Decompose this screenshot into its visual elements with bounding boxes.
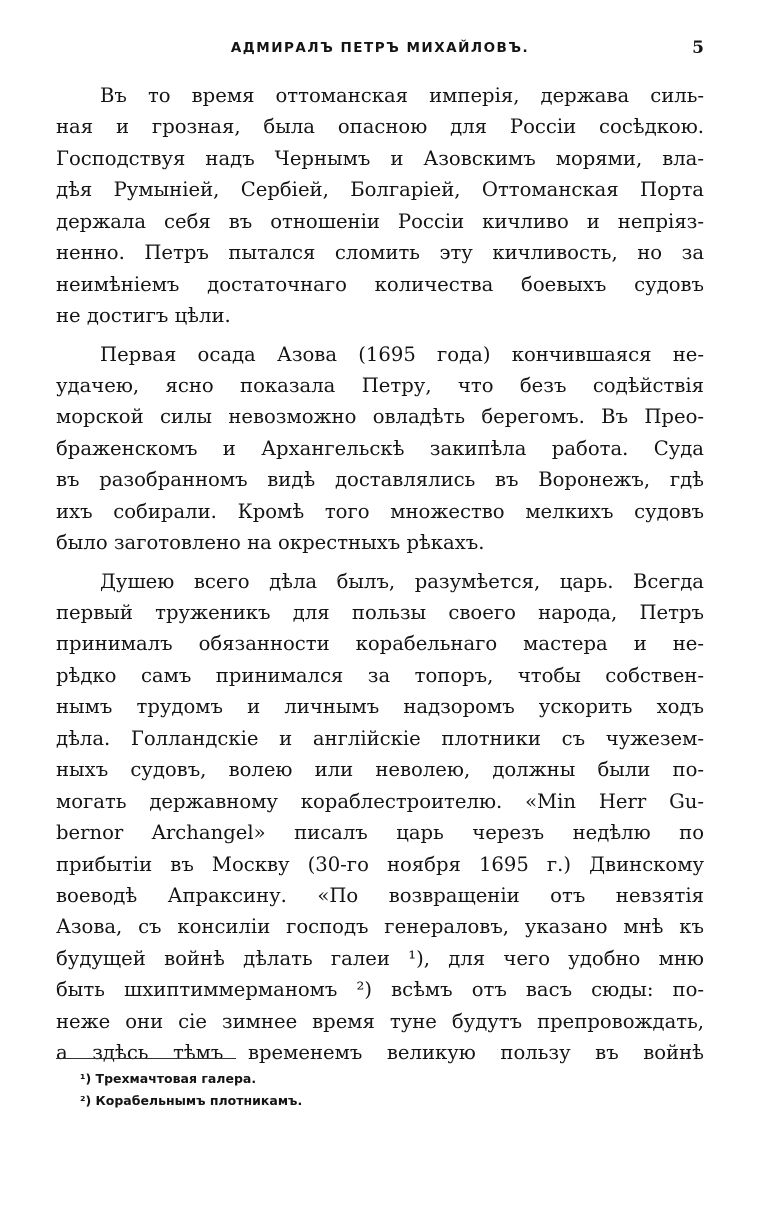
text-line: не достигъ цѣли. xyxy=(56,304,231,328)
text-line: быть шхиптиммерманомъ ²) всѣмъ отъ васъ сюды: по- xyxy=(56,978,704,1002)
text-line: а здѣсь тѣмъ временемъ великую пользу въ войнѣ xyxy=(56,1041,704,1065)
running-head xyxy=(56,36,704,60)
text-line: Душею всего дѣла былъ, разумѣется, царь. Всегда xyxy=(100,569,704,593)
text-line: неже они сіе зимнее время туне будутъ препровождать, xyxy=(56,1009,704,1033)
paragraph-1 xyxy=(56,80,704,332)
text-line: въ разобранномъ видѣ доставлялись въ Воронежъ, гдѣ xyxy=(56,468,704,492)
footnote-2: ²) Корабельнымъ плотникамъ. xyxy=(80,1093,303,1108)
text-line: воеводѣ Апраксину. «По возвращеніи отъ невзятія xyxy=(56,883,704,907)
footnote-divider xyxy=(56,1058,236,1059)
text-line: дѣла. Голландскіе и англійскіе плотники съ чужезем- xyxy=(56,726,704,750)
text-line: Господствуя надъ Чернымъ и Азовскимъ морями, вла- xyxy=(56,146,704,170)
text-line: ная и грозная, была опасною для Россіи сосѣдкою. xyxy=(56,115,704,139)
text-line: ненно. Петръ пытался сломить эту кичливость, но за xyxy=(56,241,704,265)
text-line: было заготовлено на окрестныхъ рѣкахъ. xyxy=(56,531,485,555)
footnote-1: ¹) Трехмачтовая галера. xyxy=(80,1071,257,1086)
page-number: 5 xyxy=(692,38,704,58)
text-line: могать державному кораблестроителю. «Min Herr Gu- xyxy=(56,789,704,813)
paragraph-3 xyxy=(56,566,704,1069)
text-line: Въ то время оттоманская имперія, держава силь- xyxy=(100,84,704,107)
text-line: прибытіи въ Москву (30-го ноября 1695 г.) Двинскому xyxy=(56,852,704,876)
text-line: Первая осада Азова (1695 года) кончившаяся не- xyxy=(100,342,704,366)
running-title: АДМИРАЛЪ ПЕТРЪ МИХАЙЛОВЪ. xyxy=(230,40,530,56)
text-line: держала себя въ отношеніи Россіи кичливо и непріяз- xyxy=(56,209,704,233)
paragraph-2 xyxy=(56,339,704,559)
text-line: Азова, съ консиліи господъ генераловъ, указано мнѣ къ xyxy=(56,915,704,939)
text-line: удачею, ясно показала Петру, что безъ содѣйствія xyxy=(56,373,704,397)
text-line: морской силы невозможно овладѣть берегомъ. Въ Прео- xyxy=(56,405,704,429)
text-line: принималъ обязанности корабельнаго мастера и не- xyxy=(56,632,704,656)
text-line: ихъ собирали. Кромѣ того множество мелкихъ судовъ xyxy=(56,499,704,523)
text-line: дѣя Румыніей, Сербіей, Болгаріей, Оттоманская Порта xyxy=(56,178,704,202)
text-line: рѣдко самъ принимался за топоръ, чтобы собствен- xyxy=(56,663,704,687)
footnotes xyxy=(80,1068,680,1112)
text-line: ныхъ судовъ, волею или неволею, должны были по- xyxy=(56,758,704,782)
body-text xyxy=(56,80,704,1069)
text-line: браженскомъ и Архангельскѣ закипѣла работа. Суда xyxy=(56,436,704,460)
text-line: первый труженикъ для пользы своего народа, Петръ xyxy=(56,601,704,624)
text-line: будущей войнѣ дѣлать галеи ¹), для чего удобно мню xyxy=(56,946,704,970)
text-line: неимѣніемъ достаточнаго количества боевыхъ судовъ xyxy=(56,272,704,296)
text-line: нымъ трудомъ и личнымъ надзоромъ ускорить ходъ xyxy=(56,695,704,719)
text-line: bernor Archangel» писалъ царь черезъ недѣлю по xyxy=(56,821,704,845)
